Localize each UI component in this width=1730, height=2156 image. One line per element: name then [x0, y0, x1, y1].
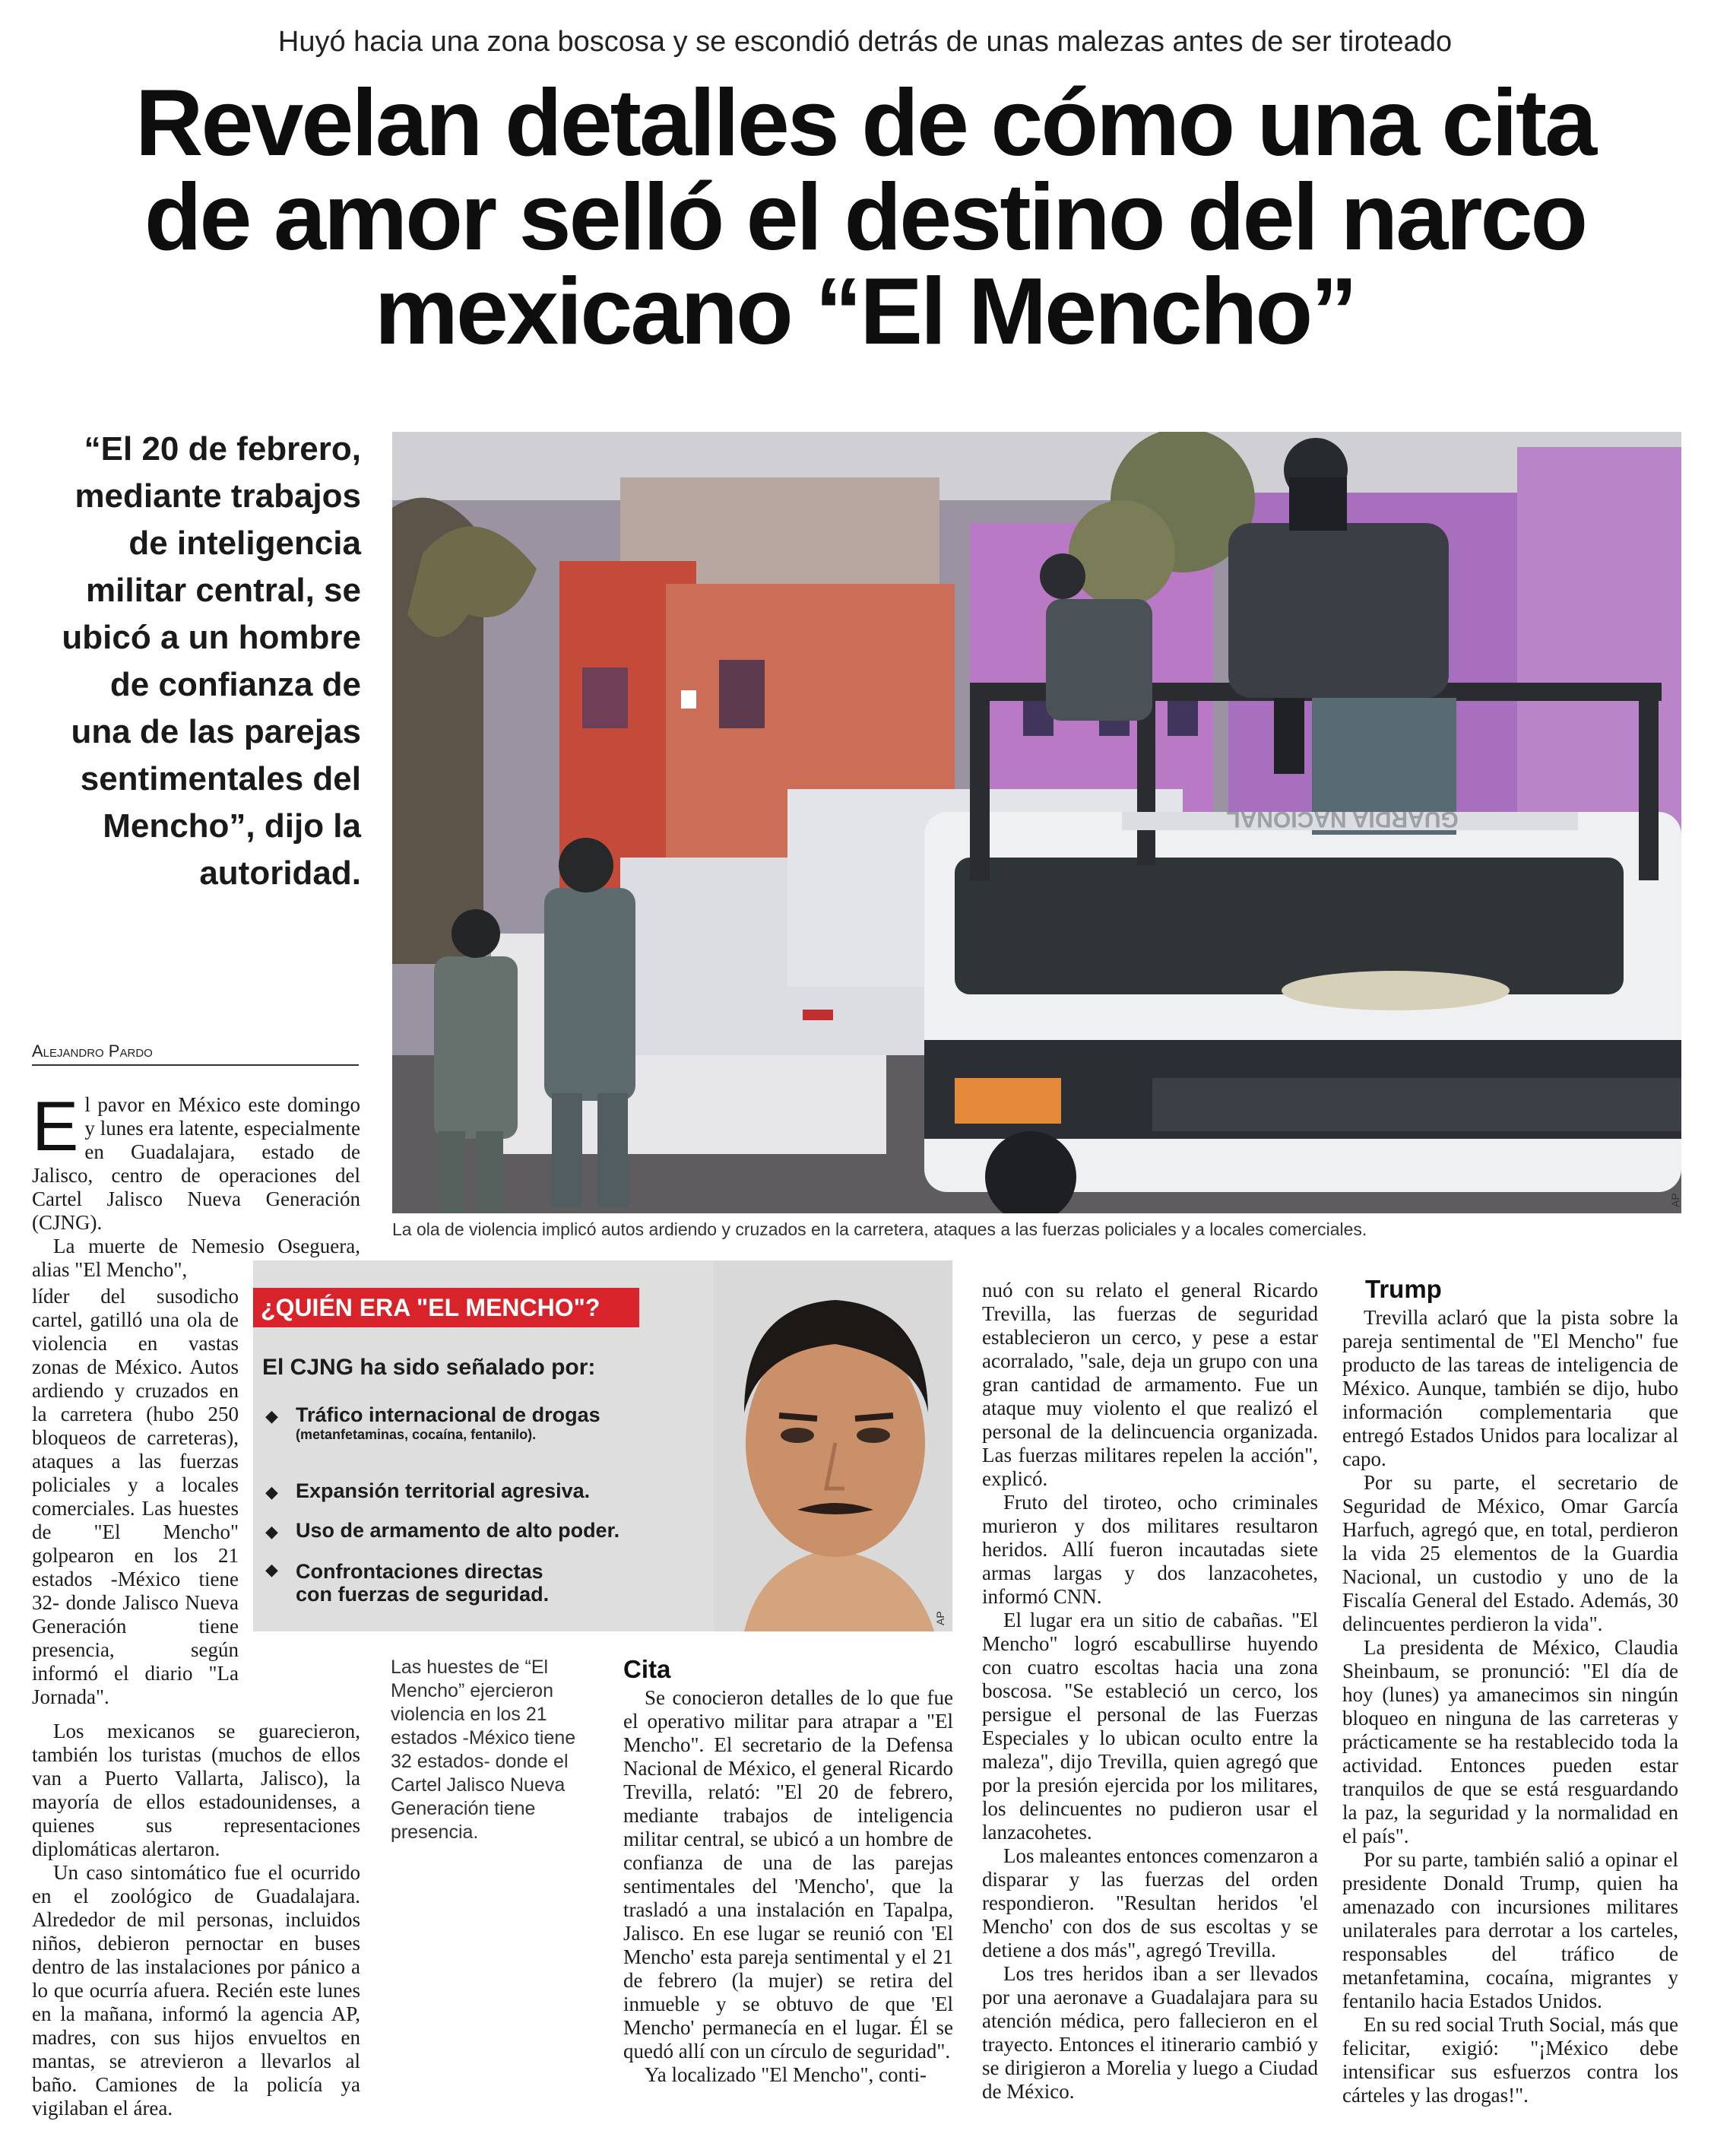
dropcap: E: [32, 1088, 79, 1165]
article-column-4: [982, 1279, 1318, 2104]
main-photo-illustration: [392, 432, 1681, 1213]
article-column-1: [32, 1088, 360, 1282]
subhead-cita: Cita: [623, 1655, 671, 1683]
photo-caption: La ola de violencia implicó autos ardiendo y cruzados en la carretera, ataques a las fuerzas policiales y a locales comerciales.: [392, 1219, 1367, 1239]
col4-paragraph-4: Los maleantes entonces comenzaron a disparar y las fuerzas del orden respondieron. "Resultan heridos 'el Mencho' con dos de sus escoltas y se detiene a dos más", agregó Trevilla.: [982, 1844, 1318, 1961]
col1-paragraph-1-text: l pavor en México este domingo y lunes era latente, especialmente en Guadalajara, estado de Jalisco, centro de operaciones del Cartel Jalisco Nueva Generación (CJNG).: [32, 1093, 360, 1234]
col5-paragraph-2: Por su parte, el secretario de Seguridad de México, Omar García Harfuch, agregó que, en total, perdieron la vida 25 elementos de la Guardia Nacional, un custodio y uno de la Fiscalía General del Estado. Además, 30 delincuentes perdieron la vida".: [1342, 1471, 1678, 1635]
col1-paragraph-2a: La muerte de Nemesio Oseguera, alias "El Mencho",: [32, 1235, 360, 1281]
headline: [46, 71, 1684, 364]
col1-paragraph-3: Los mexicanos se guarecieron, también los turistas (muchos de ellos van a Puerto Vallarta, Jalisco), la mayoría de ellos estadounidenses, a quienes sus representaciones diplomáticas alertaron.: [32, 1720, 360, 1860]
infobox-title: ¿QUIÉN ERA "EL MENCHO"?: [253, 1288, 639, 1327]
col1-paragraph-2b: líder del susodicho cartel, gatilló una ola de violencia en vastas zonas de México. Autos ardiendo y cruzados en la carretera (hubo 250 bloqueos de carreteras), ataques a las fuerzas policiales y a locales comerciales. Las huestes de "El Mencho" golpearon en los 21 estados -México tiene 32- donde Jalisco Nueva Generación tiene presencia, según informó el diario "La Jornada".: [32, 1285, 239, 1708]
col3-paragraph-1: Se conocieron detalles de lo que fue el operativo militar para atrapar a "El Mencho". El secretario de la Defensa Nacional de México, el general Ricardo Trevilla, relató: "El 20 de febrero, mediante trabajos de inteligencia militar central, se ubicó a un hombre de confianza de una de las parejas sentimentales del 'Mencho', que la trasladó a una instalación en Tapalpa, Jalisco. En ese lugar se reunió con 'El Mencho' esta pareja sentimental y el 21 de febrero (la mujer) se retira del inmueble y se obtuvo de que 'El Mencho' permanecía en el lugar. Él se quedó allí con un círculo de seguridad".: [623, 1686, 953, 2062]
article-column-3: [623, 1654, 953, 2087]
infobox-item: [265, 1560, 585, 1606]
headline-line-2: de amor selló el destino del narco: [144, 165, 1586, 270]
diamond-icon: ◆: [265, 1560, 278, 1579]
subhead-trump: Trump: [1365, 1275, 1442, 1303]
diamond-icon: ◆: [265, 1406, 278, 1425]
infobox-item-label: Confrontaciones directas con fuerzas de seguridad.: [296, 1560, 550, 1606]
photo-credit: AP: [1669, 1193, 1681, 1207]
infobox-item-detail: (metanfetaminas, cocaína, fentanilo).: [296, 1427, 537, 1442]
side-quote: Las huestes de “El Mencho” ejercieron violencia en los 21 estados -México tiene 32 estados- donde el Cartel Jalisco Nueva Generación tiene presencia.: [391, 1657, 576, 1843]
col5-paragraph-4: Por su parte, también salió a opinar el presidente Donald Trump, quien ha amenazado con incursiones militares unilaterales para derrotar a los carteles, responsables del tráfico de metanfetamina, cocaína, migrantes y fentanilo hacia Estados Unidos.: [1342, 1848, 1678, 2012]
infobox-intro: El CJNG ha sido señalado por:: [262, 1355, 596, 1380]
main-photo: [392, 432, 1681, 1213]
infobox-item: [265, 1519, 619, 1542]
headline-line-1: Revelan detalles de cómo una cita: [135, 71, 1595, 176]
diamond-icon: ◆: [265, 1522, 278, 1541]
col4-paragraph-2: Fruto del tiroteo, ocho criminales murieron y dos militares resultaron heridos. Allí fueron incautadas siete armas largas y dos lanzacohetes, informó CNN.: [982, 1491, 1318, 1608]
col3-paragraph-2: Ya localizado "El Mencho", conti-: [645, 2063, 927, 2086]
col5-paragraph-3: La presidenta de México, Claudia Sheinbaum, se pronunció: "El día de hoy (lunes) ya amanecimos sin ningún bloqueo en ninguna de las carreteras y prácticamente se ha restablecido toda la actividad. Entonces pueden estar tranquilos de que se está resguardando la paz, la seguridad y la normalidad en el país".: [1342, 1636, 1678, 1847]
col4-paragraph-3: El lugar era un sitio de cabañas. "El Mencho" logró escabullirse huyendo con cuatro escoltas hacia una zona boscosa. "Se estableció un cerco, los persigue el personal de las Fuerzas Especiales y lo ubican oculto entre la maleza", dijo Trevilla, quien agregó que por la presión ejercida por los militares, los delincuentes no pudieron usar el lanzacohetes.: [982, 1609, 1318, 1844]
infobox-item-label: Tráfico internacional de drogas: [296, 1403, 600, 1426]
byline: Alejandro Pardo: [32, 1042, 359, 1066]
infobox-item: [265, 1403, 600, 1443]
article-column-1-lower: [32, 1720, 360, 2120]
infobox-item: [265, 1479, 590, 1503]
article-column-1-narrow: [32, 1285, 239, 1709]
col1-paragraph-4: Un caso sintomático fue el ocurrido en el zoológico de Guadalajara. Alrededor de mil personas, incluidos niños, debieron pernoctar en buses dentro de las instalaciones por pánico a lo que ocurría afuera. Recién este lunes en la mañana, informó la agencia AP, madres, con sus hijos envueltos en mantas, se atrevieron a llevarlos al baño. Camiones de la policía ya vigilaban el área.: [32, 1861, 360, 2120]
col5-paragraph-1: Trevilla aclaró que la pista sobre la pareja sentimental de "El Mencho" fue producto de las tareas de inteligencia de México. Aunque, también se dijo, hubo información complementaria que entregó Estados Unidos para localizar al capo.: [1342, 1306, 1678, 1470]
infobox: [253, 1260, 952, 1631]
infobox-item-label: Expansión territorial agresiva.: [296, 1479, 591, 1502]
diamond-icon: ◆: [265, 1482, 278, 1501]
article-column-5: [1342, 1274, 1678, 2107]
col1-paragraph-1: [32, 1088, 360, 1235]
kicker: Huyó hacia una zona boscosa y se escondió detrás de unas malezas antes de ser tiroteado: [277, 26, 1453, 58]
portrait-illustration: [714, 1260, 952, 1631]
infobox-photo-credit: AP: [934, 1611, 946, 1625]
col4-paragraph-5: Los tres heridos iban a ser llevados por una aeronave a Guadalajara para su atención médica, pero fallecieron en el trayecto. Entonces el itinerario cambió y se dirigieron a Morelia y luego a Ciudad de México.: [982, 1962, 1318, 2103]
pull-quote: “El 20 de febrero, mediante trabajos de inteligencia militar central, se ubicó a un hombre de confianza de una de las parejas sentimentales del Mencho”, dijo la autoridad.: [62, 430, 361, 892]
infobox-item-label: Uso de armamento de alto poder.: [296, 1519, 620, 1542]
col5-paragraph-5: En su red social Truth Social, más que felicitar, exigió: "¡México debe intensificar sus esfuerzos contra los cárteles y las drogas!".: [1342, 2013, 1678, 2107]
truck-text: GUARDIA NACIONAL: [1226, 807, 1459, 832]
col4-paragraph-1: nuó con su relato el general Ricardo Trevilla, las fuerzas de seguridad establecieron un cerco, y pese a estar acorralado, "sale, deja un grupo con una gran cantidad de armamento. Fue un ataque muy violento el que realizó el personal de la delincuencia organizada. Las fuerzas militares repelen la acción", explicó.: [982, 1279, 1318, 1490]
headline-line-3: mexicano “El Mencho”: [374, 259, 1356, 364]
